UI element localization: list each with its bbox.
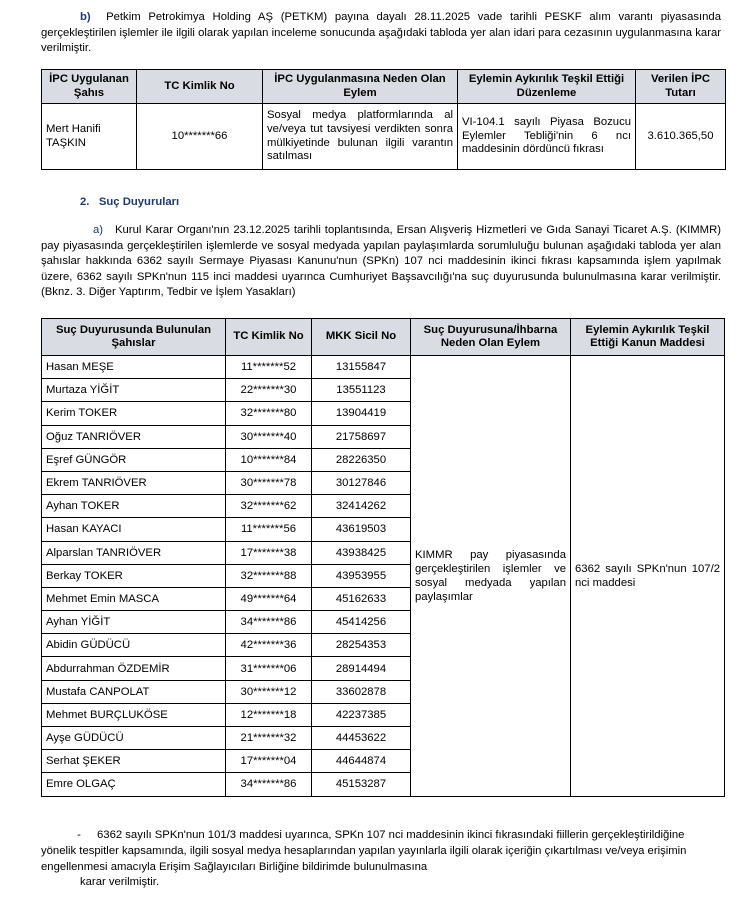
person-name: Mehmet BURÇLUKÖSE [42, 703, 226, 726]
header-action: İPC Uygulanmasına Neden Olan Eylem [263, 70, 458, 104]
person-tc: 30*******12 [226, 680, 312, 703]
person-mkk: 43938425 [312, 541, 411, 564]
person-mkk: 45153287 [312, 773, 411, 796]
complaint-action: KIMMR pay piyasasında gerçekleştirilen işlemler ve sosyal medyada yapılan paylaşımlar [411, 356, 571, 797]
paragraph-b-text: Petkim Petrokimya Holding AŞ (PETKM) payına dayalı 28.11.2025 vade tarihli PESKF alım varantı piyasasında gerçekleştirilen işlemler ile ilgili olarak yapılan inceleme sonucunda aşağıdaki tabloda yer alan idari para cezasının uygulanmasına karar verilmiştir. [41, 11, 721, 55]
person-mkk: 42237385 [312, 703, 411, 726]
person-mkk: 13904419 [312, 402, 411, 425]
header-person: İPC Uygulanan Şahıs [42, 70, 137, 104]
person-tc: 17*******38 [226, 541, 312, 564]
person-tc: 34*******86 [226, 611, 312, 634]
person-tc: 12*******18 [226, 703, 312, 726]
person-name: Kerim TOKER [42, 402, 226, 425]
person-mkk: 45162633 [312, 587, 411, 610]
section-number: 2. [80, 196, 90, 208]
person-name: Serhat ŞEKER [42, 750, 226, 773]
person-name: Abdurrahman ÖZDEMİR [42, 657, 226, 680]
header-tc: TC Kimlik No [226, 319, 312, 356]
criminal-complaint-table [41, 318, 725, 797]
penalty-amount: 3.610.365,50 [636, 104, 726, 170]
person-mkk: 43953955 [312, 564, 411, 587]
person-name: Ayhan TOKER [42, 495, 226, 518]
person-name: Ayşe GÜDÜCÜ [42, 727, 226, 750]
penalty-regulation: VI-104.1 sayılı Piyasa Bozucu Eylemler Tebliği'nin 6 ncı maddesinin dördüncü fıkrası [458, 104, 636, 170]
section-title: Suç Duyuruları [98, 196, 180, 208]
complaint-table-header [42, 319, 725, 356]
penalty-row [42, 104, 726, 170]
person-tc: 10*******84 [226, 448, 312, 471]
person-mkk: 21758697 [312, 425, 411, 448]
person-tc: 22*******30 [226, 379, 312, 402]
header-regulation: Eylemin Aykırılık Teşkil Ettiği Düzenleme [458, 70, 636, 104]
penalty-table-header [42, 70, 726, 104]
person-tc: 10*******66 [137, 104, 263, 170]
person-mkk: 13155847 [312, 356, 411, 379]
person-name: Murtaza YİĞİT [42, 379, 226, 402]
person-tc: 11*******52 [226, 356, 312, 379]
person-name: Emre OLGAÇ [42, 773, 226, 796]
person-name: Mustafa CANPOLAT [42, 680, 226, 703]
penalty-action: Sosyal medya platformlarında al ve/veya tut tavsiyesi verdikten sonra mülkiyetinde bulunan ilgili varantın satılması [263, 104, 458, 170]
person-mkk: 30127846 [312, 471, 411, 494]
footer-last-line: karar verilmiştir. [80, 876, 160, 889]
person-tc: 32*******88 [226, 564, 312, 587]
person-mkk: 32414262 [312, 495, 411, 518]
footer-paragraph [41, 828, 721, 891]
person-tc: 34*******86 [226, 773, 312, 796]
footer-text: 6362 sayılı SPKn'nun 101/3 maddesi uyarınca, SPKn 107 nci maddesinin ikinci fıkrasındaki fiillerin gerçekleştirildiğine yönelik tespitler kapsamında, ilgili sosyal medya hesaplarından yapılan yayınlarla ilgili olarak içeriğin çıkartılması ve/veya erişimin engellenmesi amacıyla Erişim Sağlayıcıları Birliğine bildirimde bulunulmasına [41, 829, 687, 873]
header-amount: Verilen İPC Tutarı [636, 70, 726, 104]
person-mkk: 44453622 [312, 727, 411, 750]
person-name: Ayhan YİĞİT [42, 611, 226, 634]
person-name: Mehmet Emin MASCA [42, 587, 226, 610]
person-mkk: 33602878 [312, 680, 411, 703]
paragraph-b [41, 10, 721, 57]
header-action: Suç Duyurusuna/İhbarna Neden Olan Eylem [411, 319, 571, 356]
header-law: Eylemin Aykırılık Teşkil Ettiği Kanun Maddesi [571, 319, 725, 356]
person-tc: 17*******04 [226, 750, 312, 773]
person-tc: 30*******40 [226, 425, 312, 448]
paragraph-b-index: b) [80, 11, 91, 23]
header-mkk: MKK Sicil No [312, 319, 411, 356]
person-tc: 30*******78 [226, 471, 312, 494]
person-mkk: 44644874 [312, 750, 411, 773]
table-row [42, 356, 725, 379]
penalty-table [41, 69, 726, 170]
person-tc: 31*******06 [226, 657, 312, 680]
header-tc: TC Kimlik No [137, 70, 263, 104]
complaint-law: 6362 sayılı SPKn'nun 107/2 nci maddesi [571, 356, 725, 797]
person-mkk: 13551123 [312, 379, 411, 402]
person-name: Mert Hanifi TAŞKIN [42, 104, 137, 170]
person-tc: 32*******62 [226, 495, 312, 518]
person-mkk: 45414256 [312, 611, 411, 634]
header-persons: Suç Duyurusunda Bulunulan Şahıslar [42, 319, 226, 356]
paragraph-a-text: Kurul Karar Organı'nın 23.12.2025 tarihli toplantısında, Ersan Alışveriş Hizmetleri ve Gıda Sanayi Ticaret A.Ş. (KIMMR) pay piyasasında gerçekleştirilen işlemlerde ve sosyal medyada yapılan paylaşımlarda sorumluluğu bulunan aşağıdaki tabloda yer alan şahıslar hakkında 6362 sayılı Sermaye Piyasası Kanunu'nun (SPKn) 107 nci maddesinin ikinci fıkrası kapsamında işlem yapılmak üzere, 6362 sayılı SPKn'nun 115 inci maddesi uyarınca Cumhuriyet Başsavcılığı'na suç duyurusunda bulunulmasına karar verilmiştir. (Bknz. 3. Diğer Yaptırım, Tedbir ve İşlem Yasakları) [41, 224, 721, 299]
paragraph-a [41, 223, 721, 301]
person-name: Alparslan TANRIÖVER [42, 541, 226, 564]
footer-dash: - [77, 829, 81, 841]
person-tc: 49*******64 [226, 587, 312, 610]
person-tc: 21*******32 [226, 727, 312, 750]
person-tc: 42*******36 [226, 634, 312, 657]
person-name: Ekrem TANRIÖVER [42, 471, 226, 494]
paragraph-a-index: a) [93, 224, 104, 236]
person-mkk: 43619503 [312, 518, 411, 541]
person-mkk: 28914494 [312, 657, 411, 680]
person-name: Hasan MEŞE [42, 356, 226, 379]
person-name: Berkay TOKER [42, 564, 226, 587]
person-mkk: 28254353 [312, 634, 411, 657]
person-tc: 11*******56 [226, 518, 312, 541]
person-name: Oğuz TANRIÖVER [42, 425, 226, 448]
section-heading [80, 196, 179, 208]
person-mkk: 28226350 [312, 448, 411, 471]
person-name: Eşref GÜNGÖR [42, 448, 226, 471]
person-tc: 32*******80 [226, 402, 312, 425]
person-name: Hasan KAYACI [42, 518, 226, 541]
person-name: Abidin GÜDÜCÜ [42, 634, 226, 657]
